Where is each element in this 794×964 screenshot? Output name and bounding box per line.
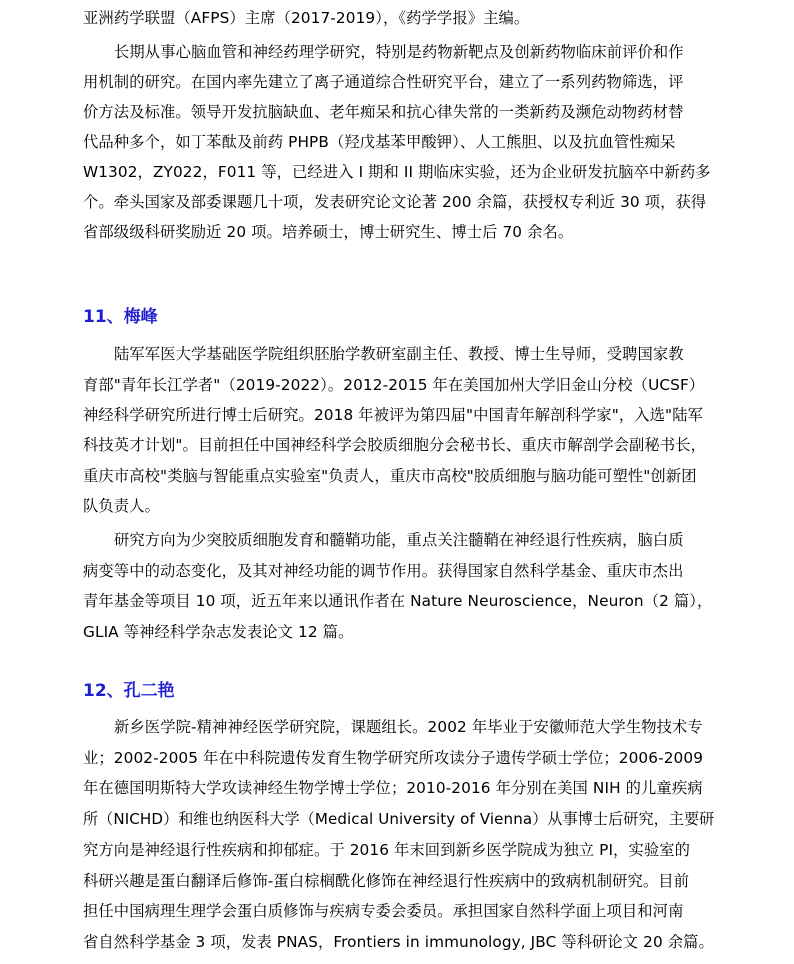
paragraph-line: 重庆市高校"类脑与智能重点实验室"负责人，重庆市高校"胶质细胞与脑功能可塑性"创新团 xyxy=(83,467,697,485)
paragraph-line: 究方向是神经退行性疾病和抑郁症。于 2016 年末回到新乡医学院成为独立 PI，实验室的 xyxy=(83,841,691,859)
paragraph-line: 青年基金等项目 10 项，近五年来以通讯作者在 Nature Neuroscience，Neuron（2 篇）， xyxy=(83,592,713,610)
paragraph-line: 科研兴趣是蛋白翻译后修饰-蛋白棕榈酰化修饰在神经退行性疾病中的致病机制研究。目前 xyxy=(83,872,690,890)
paragraph-line: 省部级级科研奖励近 20 项。培养硕士，博士研究生、博士后 70 余名。 xyxy=(83,223,574,241)
paragraph-line: 代品种多个，如丁苯酞及前药 PHPB（羟戊基苯甲酸钾）、人工熊胆、以及抗血管性痴呆 xyxy=(83,133,676,151)
paragraph-line: 担任中国病理生理学会蛋白质修饰与疾病专委会委员。承担国家自然科学面上项目和河南 xyxy=(83,902,684,920)
paragraph-line: W1302，ZY022，F011 等，已经进入 I 期和 II 期临床实验，还为企业研发抗脑卒中新药多 xyxy=(83,163,711,181)
paragraph-line: 科技英才计划"。目前担任中国神经科学会胶质细胞分会秘书长、重庆市解剖学会副秘书长， xyxy=(83,436,707,454)
paragraph-line: 神经科学研究所进行博士后研究。2018 年被评为第四届"中国青年解剖科学家"，入选"陆军 xyxy=(83,406,703,424)
paragraph-line: GLIA 等神经科学杂志发表论文 12 篇。 xyxy=(83,623,354,641)
paragraph-line: 病变等中的动态变化，及其对神经功能的调节作用。获得国家自然科学基金、重庆市杰出 xyxy=(83,562,684,580)
paragraph-line: 用机制的研究。在国内率先建立了离子通道综合性研究平台，建立了一系列药物筛选，评 xyxy=(83,73,684,91)
paragraph-line: 价方法及标准。领导开发抗脑缺血、老年痴呆和抗心律失常的一类新药及濒危动物药材替 xyxy=(83,103,684,121)
paragraph-line: 长期从事心脑血管和神经药理学研究，特别是药物新靶点及创新药物临床前评价和作 xyxy=(114,43,684,61)
paragraph-line: 业；2002-2005 年在中科院遗传发育生物学研究所攻读分子遗传学硕士学位；2006-2009 xyxy=(83,749,704,767)
paragraph-line: 育部"青年长江学者"（2019-2022）。2012-2015 年在美国加州大学旧金山分校（UCSF） xyxy=(83,376,705,394)
paragraph-line: 亚洲药学联盟（AFPS）主席（2017-2019），《药学学报》主编。 xyxy=(83,9,530,27)
paragraph-line: 所（NICHD）和维也纳医科大学（Medical University of Vienna）从事博士后研究，主要研 xyxy=(83,810,715,828)
paragraph-line: 年在德国明斯特大学攻读神经生物学博士学位；2010-2016 年分别在美国 NIH 的儿童疾病 xyxy=(83,779,703,797)
paragraph-line: 陆军军医大学基础医学院组织胚胎学教研室副主任、教授、博士生导师，受聘国家教 xyxy=(114,345,684,363)
paragraph-line: 队负责人。 xyxy=(83,497,160,515)
paragraph-line: 研究方向为少突胶质细胞发育和髓鞘功能，重点关注髓鞘在神经退行性疾病，脑白质 xyxy=(114,531,684,549)
section-heading: 12、孔二艳 xyxy=(83,681,175,701)
paragraph-line: 新乡医学院-精神神经医学研究院，课题组长。2002 年毕业于安徽师范大学生物技术专 xyxy=(114,718,703,736)
section-heading: 11、梅峰 xyxy=(83,307,158,327)
paragraph-line: 省自然科学基金 3 项，发表 PNAS，Frontiers in immunology, JBC 等科研论文 20 余篇。 xyxy=(83,933,714,951)
paragraph-line: 个。牵头国家及部委课题几十项，发表研究论文论著 200 余篇，获授权专利近 30 项，获得 xyxy=(83,193,707,211)
